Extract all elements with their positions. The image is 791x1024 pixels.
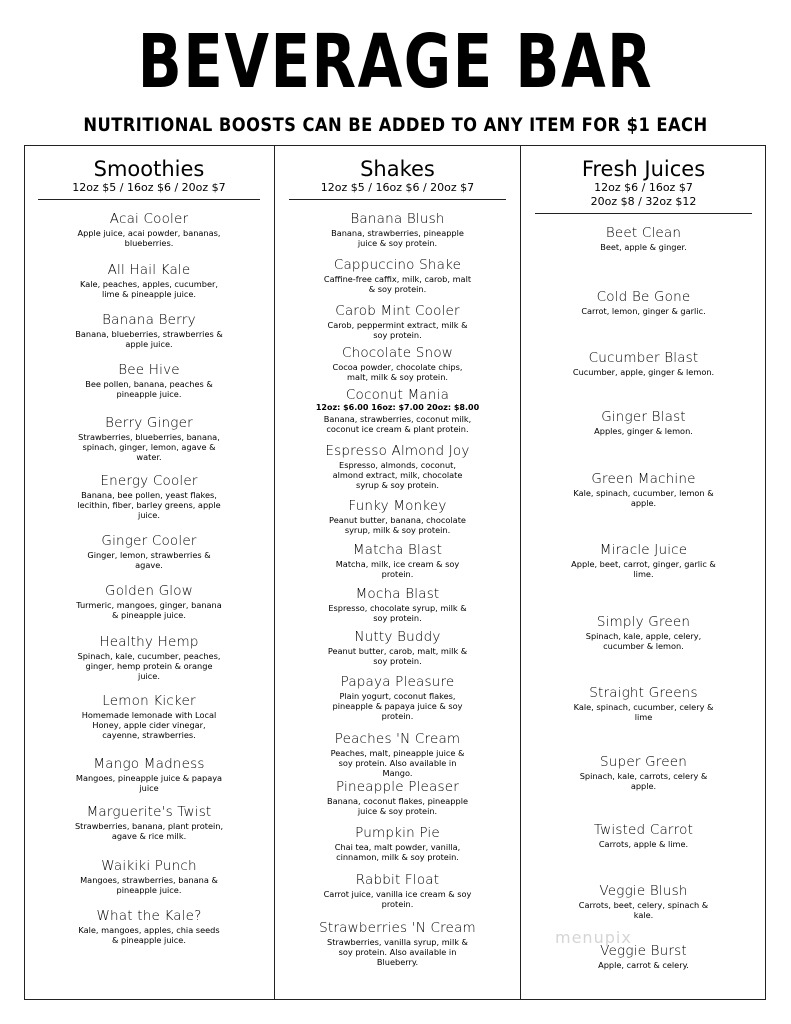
- menu-item-name: What the Kale?: [96, 908, 202, 924]
- column-divider: [535, 213, 752, 214]
- menu-item: [521, 409, 766, 436]
- menu-item-description: Cucumber, apple, ginger & lemon.: [572, 367, 715, 377]
- menu-item-description: Espresso, almonds, coconut, almond extract, milk, chocolate syrup & soy protein.: [332, 460, 463, 490]
- smoothies-header: [24, 145, 274, 200]
- menu-item-description: Turmeric, mangoes, ginger, banana & pineapple juice.: [76, 600, 222, 620]
- menu-item: [521, 225, 766, 252]
- menu-item-description: Kale, peaches, apples, cucumber, lime & pineapple juice.: [80, 279, 218, 299]
- menu-item-description: Banana, coconut flakes, pineapple juice & soy protein.: [326, 796, 469, 816]
- menu-item-description: Mangoes, strawberries, banana & pineapple juice.: [80, 875, 218, 895]
- menu-item-name: Banana Blush: [350, 211, 445, 227]
- menu-item-name: Nutty Buddy: [354, 629, 441, 645]
- menu-item-description: Spinach, kale, cucumber, peaches, ginger, hemp protein & orange juice.: [77, 651, 221, 681]
- menu-item-name: Bee Hive: [118, 362, 180, 378]
- menu-item-name: Rabbit Float: [355, 872, 440, 888]
- menu-item-description: Banana, blueberries, strawberries & apple juice.: [75, 329, 223, 349]
- menu-item-description: Caffine-free caffix, milk, carob, malt & soy protein.: [323, 274, 472, 294]
- menu-item-description: Carob, peppermint extract, milk & soy protein.: [327, 320, 468, 340]
- menu-item-description: Mangoes, pineapple juice & papaya juice: [75, 773, 223, 793]
- menu-item-description: Banana, bee pollen, yeast flakes, lecithin, fiber, barley greens, apple juice.: [77, 490, 221, 520]
- menu-item-name: Cappuccino Shake: [333, 257, 462, 273]
- menu-item: [24, 858, 274, 895]
- watermark-logo: menupix: [555, 928, 632, 947]
- menu-item: [275, 872, 520, 909]
- menu-item-description: Apple juice, acai powder, bananas, blueberries.: [77, 228, 221, 248]
- menu-item-name: Pumpkin Pie: [355, 825, 440, 841]
- menu-item-description: Carrots, beet, celery, spinach & kale.: [578, 900, 709, 920]
- menu-item-description: Carrot juice, vanilla ice cream & soy protein.: [323, 889, 472, 909]
- menu-item: [521, 289, 766, 316]
- menu-item-name: Ginger Cooler: [101, 533, 197, 549]
- menu-item: [24, 756, 274, 793]
- column-sizes: 12oz $5 / 16oz $6 / 20oz $7: [72, 181, 226, 194]
- menu-item: [521, 350, 766, 377]
- menu-item: [275, 731, 520, 778]
- menu-item: [24, 693, 274, 740]
- menu-item-name: Healthy Hemp: [99, 634, 199, 650]
- menu-item-description: Espresso, chocolate syrup, milk & soy protein.: [328, 603, 467, 623]
- menu-item-name: Mango Madness: [93, 756, 205, 772]
- menu-item-name: Lemon Kicker: [102, 693, 196, 709]
- menu-item-name: Cold Be Gone: [596, 289, 691, 305]
- menu-item-description: Peanut butter, banana, chocolate syrup, milk & soy protein.: [329, 515, 466, 535]
- shakes-header: [275, 145, 520, 200]
- menu-item: [24, 211, 274, 248]
- menu-item-description: Carrots, apple & lime.: [598, 839, 689, 849]
- menu-item-description: Kale, spinach, cucumber, celery & lime: [573, 702, 714, 722]
- menu-item: [24, 634, 274, 681]
- menu-item-name: Mocha Blast: [355, 586, 440, 602]
- menu-item: [24, 908, 274, 945]
- menu-item-name: All Hail Kale: [107, 262, 191, 278]
- menu-item: [275, 498, 520, 535]
- menu-item-description: Chai tea, malt powder, vanilla, cinnamon, milk & soy protein.: [334, 842, 461, 862]
- menu-item: [275, 542, 520, 579]
- menu-item: [275, 387, 520, 434]
- menu-item-description: Strawberries, banana, plant protein, agave & rice milk.: [74, 821, 224, 841]
- smoothies-column: [24, 145, 274, 1000]
- menu-item-name: Acai Cooler: [109, 211, 189, 227]
- menu-item-price: 12oz: $6.00 16oz: $7.00 20oz: $8.00: [315, 403, 480, 412]
- column-sizes: 12oz $5 / 16oz $6 / 20oz $7: [320, 181, 475, 194]
- menu-item-description: Banana, strawberries, coconut milk, coconut ice cream & plant protein.: [323, 414, 472, 434]
- menu-item-name: Ginger Blast: [601, 409, 686, 425]
- menu-item-description: Kale, spinach, cucumber, lemon & apple.: [573, 488, 714, 508]
- menu-item: [275, 257, 520, 294]
- menu-item-name: Cucumber Blast: [588, 350, 699, 366]
- menu-item-name: Marguerite's Twist: [86, 804, 212, 820]
- menu-item-name: Chocolate Snow: [341, 345, 454, 361]
- menu-item: [521, 883, 766, 920]
- menu-item-name: Pineapple Pleaser: [336, 779, 459, 795]
- menu-item: [24, 415, 274, 462]
- menu-item-name: Green Machine: [591, 471, 696, 487]
- menu-item: [275, 443, 520, 490]
- menu-item-description: Bee pollen, banana, peaches & pineapple juice.: [85, 379, 213, 399]
- menu-item-name: Peaches 'N Cream: [334, 731, 461, 747]
- menu-item: [275, 345, 520, 382]
- menu-item: [24, 362, 274, 399]
- menu-item-description: Peaches, malt, pineapple juice & soy protein. Also available in Mango.: [330, 748, 465, 778]
- menu-item-name: Berry Ginger: [105, 415, 193, 431]
- column-divider: [289, 199, 506, 200]
- menu-item-name: Banana Berry: [102, 312, 196, 328]
- menu-item: [521, 943, 766, 970]
- column-title: Shakes: [360, 157, 435, 181]
- fresh-juices-header: [521, 145, 766, 214]
- menu-item-description: Spinach, kale, carrots, celery & apple.: [579, 771, 708, 791]
- column-title: Smoothies: [93, 157, 205, 181]
- column-sizes: 20oz $8 / 32oz $12: [590, 195, 697, 208]
- menu-item: [521, 685, 766, 722]
- menu-item: [24, 262, 274, 299]
- menu-item-name: Golden Glow: [105, 583, 193, 599]
- menu-item: [24, 473, 274, 520]
- menu-item-description: Matcha, milk, ice cream & soy protein.: [335, 559, 460, 579]
- menu-item-name: Straight Greens: [589, 685, 698, 701]
- menu-item-name: Strawberries 'N Cream: [319, 920, 476, 936]
- menu-item: [275, 920, 520, 967]
- menu-item-name: Papaya Pleasure: [340, 674, 455, 690]
- column-sizes: 12oz $6 / 16oz $7: [594, 181, 693, 194]
- menu-item-name: Waikiki Punch: [101, 858, 197, 874]
- menu-item: [275, 629, 520, 666]
- menu-item-name: Beet Clean: [605, 225, 682, 241]
- menu-item-name: Espresso Almond Joy: [325, 443, 470, 459]
- menu-item-description: Kale, mangoes, apples, chia seeds & pineapple juice.: [78, 925, 220, 945]
- menu-item: [521, 822, 766, 849]
- menu-item: [275, 825, 520, 862]
- menu-item-name: Carob Mint Cooler: [335, 303, 460, 319]
- menu-item: [521, 471, 766, 508]
- menu-item: [521, 542, 766, 579]
- menu-item-description: Cocoa powder, chocolate chips, malt, milk & soy protein.: [332, 362, 463, 382]
- menu-item-name: Veggie Blush: [599, 883, 688, 899]
- menu-item: [24, 533, 274, 570]
- menu-item: [24, 312, 274, 349]
- menu-item: [24, 804, 274, 841]
- menu-item-name: Funky Monkey: [348, 498, 447, 514]
- menu-item: [275, 674, 520, 721]
- menu-item-description: Plain yogurt, coconut flakes, pineapple & papaya juice & soy protein.: [332, 691, 463, 721]
- menu-item-description: Ginger, lemon, strawberries & agave.: [87, 550, 211, 570]
- menu-item-name: Matcha Blast: [352, 542, 443, 558]
- menu-item: [24, 583, 274, 620]
- menu-item-description: Strawberries, vanilla syrup, milk & soy protein. Also available in Blueberry.: [327, 937, 468, 967]
- menu-subtitle: NUTRITIONAL BOOSTS CAN BE ADDED TO ANY ITEM FOR $1 EACH: [83, 114, 708, 136]
- menu-item-description: Apples, ginger & lemon.: [594, 426, 693, 436]
- menu-item-name: Energy Cooler: [100, 473, 198, 489]
- menu-item-description: Apple, beet, carrot, ginger, garlic & lime.: [571, 559, 716, 579]
- menu-item-name: Coconut Mania: [345, 387, 450, 403]
- menu-item-description: Homemade lemonade with Local Honey, apple cider vinegar, cayenne, strawberries.: [81, 710, 217, 740]
- menu-item-name: Super Green: [600, 754, 687, 770]
- menu-item-description: Carrot, lemon, ginger & garlic.: [581, 306, 706, 316]
- menu-item-description: Strawberries, blueberries, banana, spinach, ginger, lemon, agave & water.: [78, 432, 220, 462]
- menu-item-name: Simply Green: [596, 614, 691, 630]
- menu-item-name: Miracle Juice: [599, 542, 688, 558]
- menu-item: [521, 614, 766, 651]
- menu-item: [275, 303, 520, 340]
- menu-item: [275, 779, 520, 816]
- menu-item: [275, 586, 520, 623]
- menu-item-description: Apple, carrot & celery.: [598, 960, 689, 970]
- menu-item-name: Veggie Burst: [600, 943, 687, 959]
- column-title: Fresh Juices: [581, 157, 706, 181]
- column-divider: [38, 199, 260, 200]
- shakes-column: [274, 145, 520, 1000]
- menu-item-description: Beet, apple & ginger.: [600, 242, 687, 252]
- menu-item-description: Spinach, kale, apple, celery, cucumber & lemon.: [585, 631, 702, 651]
- menu-title: BEVERAGE BAR: [137, 19, 654, 105]
- menu-item-description: Peanut butter, carob, malt, milk & soy protein.: [327, 646, 468, 666]
- menu-item: [275, 211, 520, 248]
- fresh-juices-column: [520, 145, 766, 1000]
- menu-item: [521, 754, 766, 791]
- menu-item-description: Banana, strawberries, pineapple juice & soy protein.: [331, 228, 464, 248]
- menu-item-name: Twisted Carrot: [593, 822, 694, 838]
